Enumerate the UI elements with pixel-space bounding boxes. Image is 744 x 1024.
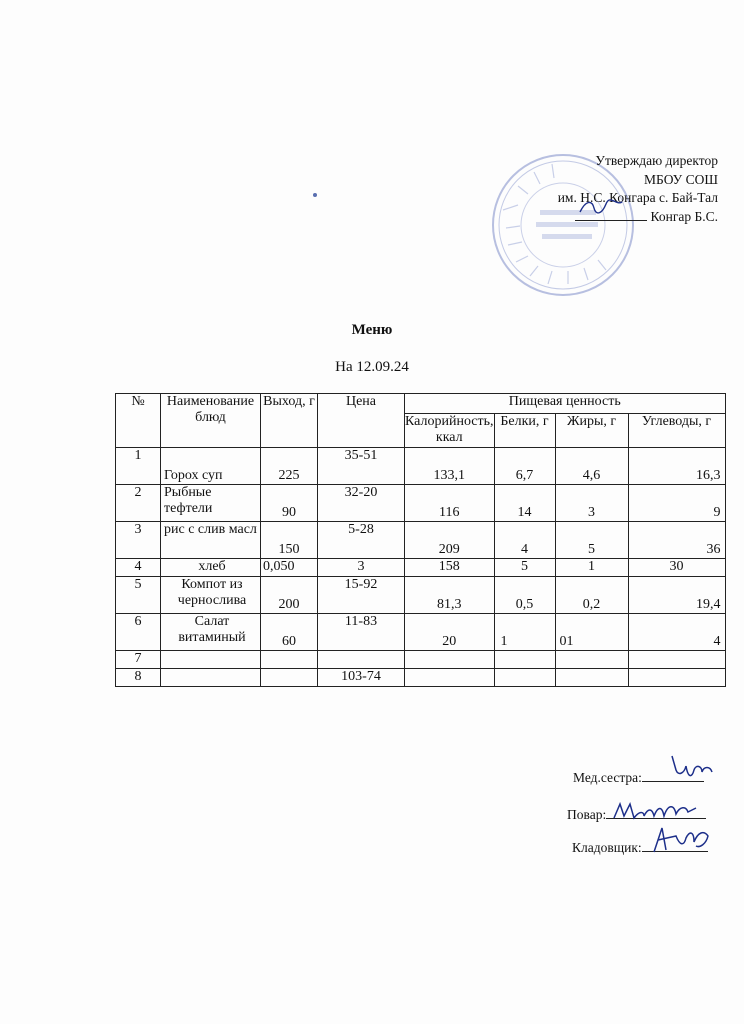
approval-line-3: им. Н.С. Конгара с. Бай-Тал: [557, 190, 718, 205]
row-calories: 81,3: [405, 577, 495, 614]
row-num: 8: [116, 669, 161, 687]
table-row: [116, 651, 726, 669]
header-num: №: [116, 394, 161, 448]
row-proteins: 0,5: [494, 577, 555, 614]
approval-line-1: Утверждаю директор: [595, 153, 718, 168]
row-fats: 5: [555, 522, 628, 559]
header-price: Цена: [318, 394, 405, 448]
table-row: [116, 522, 726, 559]
row-fats: 01: [555, 614, 628, 651]
table-row: [116, 614, 726, 651]
row-proteins: 4: [494, 522, 555, 559]
row-fats: 1: [555, 559, 628, 577]
row-output: 225: [261, 448, 318, 485]
row-calories: 20: [405, 614, 495, 651]
row-output: [261, 651, 318, 669]
page-title: Меню: [351, 322, 393, 338]
row-price: [318, 651, 405, 669]
row-fats: 3: [555, 485, 628, 522]
row-num: 3: [116, 522, 161, 559]
header-output: Выход, г: [261, 394, 318, 448]
row-fats: [555, 651, 628, 669]
row-carbs: 4: [628, 614, 725, 651]
header-fats: Жиры, г: [555, 414, 628, 448]
nurse-label: Мед.сестра:: [573, 770, 642, 785]
row-carbs: [628, 651, 725, 669]
row-price: 3: [318, 559, 405, 577]
row-carbs: 19,4: [628, 577, 725, 614]
row-num: 6: [116, 614, 161, 651]
row-num: 1: [116, 448, 161, 485]
header-carbs: Углеводы, г: [628, 414, 725, 448]
row-price: 5-28: [318, 522, 405, 559]
row-calories: 158: [405, 559, 495, 577]
row-price: 103-74: [318, 669, 405, 687]
row-carbs: 16,3: [628, 448, 725, 485]
header-row-1: [116, 394, 726, 414]
table-row: [116, 669, 726, 687]
table-row: [116, 448, 726, 485]
row-dish-name: рис с слив масл: [161, 522, 261, 559]
row-carbs: [628, 669, 725, 687]
row-dish-name: Компот из чернослива: [161, 577, 261, 614]
header-calories: Калорийность, ккал: [405, 414, 495, 448]
table-row: [116, 577, 726, 614]
row-proteins: [494, 651, 555, 669]
row-carbs: 36: [628, 522, 725, 559]
row-output: 60: [261, 614, 318, 651]
table-row: [116, 485, 726, 522]
row-dish-name: хлеб: [161, 559, 261, 577]
row-calories: 209: [405, 522, 495, 559]
row-proteins: 14: [494, 485, 555, 522]
row-dish-name: Горох суп: [161, 448, 261, 485]
row-fats: 0,2: [555, 577, 628, 614]
row-dish-name: [161, 651, 261, 669]
storekeeper-label: Кладовщик:: [572, 840, 642, 855]
row-proteins: 5: [494, 559, 555, 577]
table-row: [116, 559, 726, 577]
row-dish-name: Салат витаминый: [161, 614, 261, 651]
row-calories: [405, 651, 495, 669]
row-price: 35-51: [318, 448, 405, 485]
row-calories: [405, 669, 495, 687]
approval-line-2: МБОУ СОШ: [644, 171, 718, 187]
row-carbs: 9: [628, 485, 725, 522]
row-num: 2: [116, 485, 161, 522]
header-proteins: Белки, г: [494, 414, 555, 448]
row-output: 200: [261, 577, 318, 614]
row-num: 7: [116, 651, 161, 669]
row-carbs: 30: [628, 559, 725, 577]
row-output: 150: [261, 522, 318, 559]
director-name: Конгар Б.С.: [650, 208, 718, 224]
row-fats: 4,6: [555, 448, 628, 485]
row-price: 11-83: [318, 614, 405, 651]
ink-dot: [313, 193, 317, 197]
row-proteins: 1: [494, 614, 555, 651]
header-nutrition: Пищевая ценность: [405, 394, 726, 414]
row-output: [261, 669, 318, 687]
row-output: 90: [261, 485, 318, 522]
header-name: Наименование блюд: [161, 394, 261, 448]
cook-label: Повар:: [567, 807, 607, 822]
row-proteins: 6,7: [494, 448, 555, 485]
row-dish-name: [161, 669, 261, 687]
row-calories: 116: [405, 485, 495, 522]
director-signature: [576, 196, 626, 218]
nurse-signature: [658, 752, 716, 784]
menu-date: На 12.09.24: [335, 359, 409, 375]
row-output: 0,050: [261, 559, 318, 577]
row-calories: 133,1: [405, 448, 495, 485]
row-num: 4: [116, 559, 161, 577]
row-num: 5: [116, 577, 161, 614]
row-proteins: [494, 669, 555, 687]
storekeeper-signature: [646, 822, 714, 858]
row-dish-name: Рыбные тефтели: [161, 485, 261, 522]
menu-table: [115, 393, 726, 687]
row-price: 32-20: [318, 485, 405, 522]
row-price: 15-92: [318, 577, 405, 614]
row-fats: [555, 669, 628, 687]
